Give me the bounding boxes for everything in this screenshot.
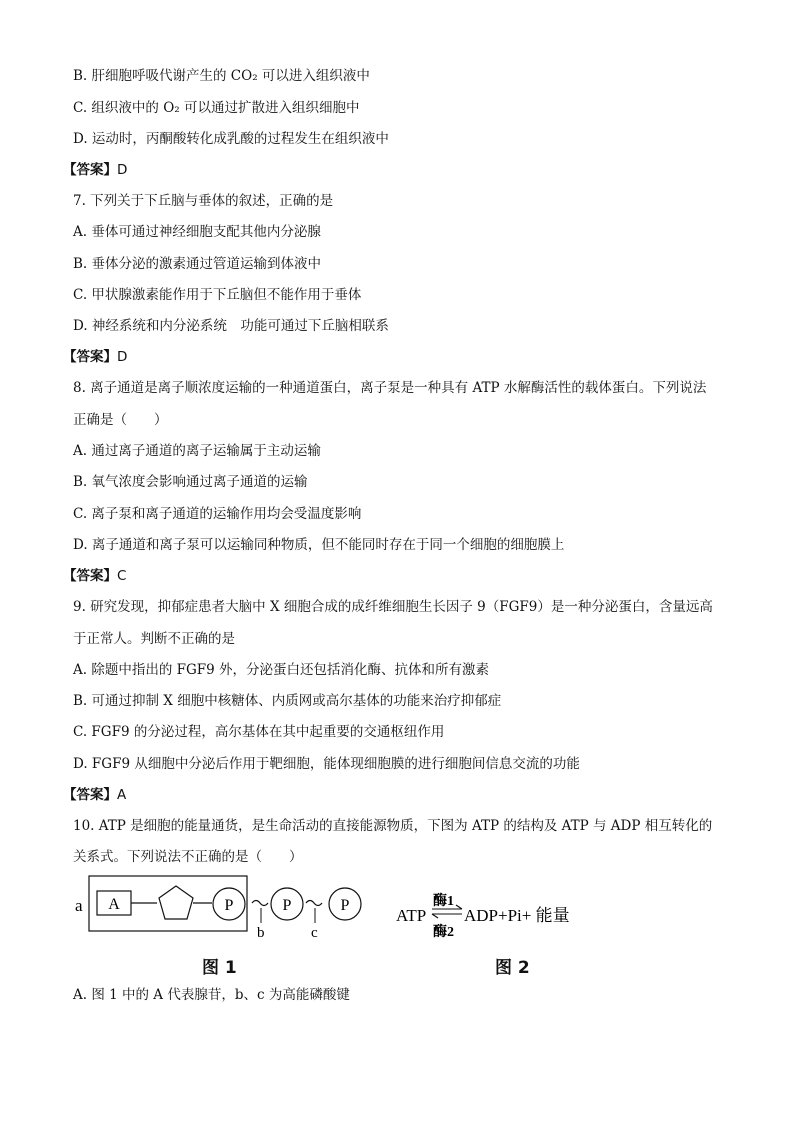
high-energy-bond-c [306, 901, 322, 906]
figure2-caption: 图 2 [495, 958, 530, 978]
q8-answer [63, 567, 126, 585]
q7-stem: 7. 下列关于下丘脑与垂体的叙述，正确的是 [73, 193, 334, 209]
q8-option-b: B. 氧气浓度会影响通过离子通道的运输 [73, 474, 308, 490]
high-energy-bond-b [252, 901, 268, 906]
q7-option-c: C. 甲状腺激素能作用于下丘脑但不能作用于垂体 [73, 287, 362, 303]
q8-option-c: C. 离子泵和离子通道的运输作用均会受温度影响 [73, 506, 362, 522]
q10-stem-line1: 10. ATP 是细胞的能量通货，是生命活动的直接能源物质，下图为 ATP 的结构及 ATP 与 ADP 相互转化的 [73, 818, 713, 834]
q9-answer [63, 786, 126, 804]
figure2-enzyme2: 酶2 [433, 925, 454, 940]
answer-value: A [117, 787, 127, 803]
q9-option-a: A. 除题中指出的 FGF9 外，分泌蛋白还包括消化酶、抗体和所有激素 [73, 662, 490, 678]
figure1-label-b: b [257, 925, 265, 941]
answer-label: 【答案】 [63, 787, 117, 803]
q10-option-a: A. 图 1 中的 A 代表腺苷，b、c 为高能磷酸键 [73, 987, 350, 1003]
q7-option-a: A. 垂体可通过神经细胞支配其他内分泌腺 [73, 224, 321, 240]
q10-stem-line2: 关系式。下列说法不正确的是（ ） [73, 849, 303, 865]
q9-stem-line1: 9. 研究发现，抑郁症患者大脑中 X 细胞合成的成纤维细胞生长因子 9（FGF9）是一种分泌蛋白，含量远高 [73, 599, 713, 615]
figure2-atp-adp-reaction [396, 892, 570, 940]
q9-stem-line2: 于正常人。判断不正确的是 [73, 631, 235, 647]
answer-label: 【答案】 [63, 349, 117, 365]
adenine-box [97, 891, 131, 915]
phosphate-label-1: P [224, 897, 234, 914]
q7-answer [63, 348, 127, 366]
adenosine-triphosphate-box [89, 876, 247, 931]
phosphate-circle-1 [213, 888, 245, 920]
forward-arrowhead [456, 905, 462, 909]
figure1-caption: 图 1 [202, 958, 237, 978]
q6-option-b: B. 肝细胞呼吸代谢产生的 CO₂ 可以进入组织液中 [73, 68, 370, 84]
figure1-label-c: c [311, 925, 318, 941]
q8-stem-line2: 正确是（ ） [73, 412, 168, 428]
answer-value: D [117, 349, 128, 365]
figure1-atp-structure [75, 876, 361, 941]
q7-option-d: D. 神经系统和内分泌系统 功能可通过下丘脑相联系 [73, 318, 389, 334]
figure2-enzyme1: 酶1 [433, 894, 454, 909]
phosphate-label-3: P [340, 897, 350, 914]
answer-label: 【答案】 [63, 162, 117, 178]
q9-option-c: C. FGF9 的分泌过程，高尔基体在其中起重要的交通枢纽作用 [73, 724, 445, 740]
answer-label: 【答案】 [63, 568, 117, 584]
reverse-arrowhead [432, 914, 438, 918]
q9-option-b: B. 可通过抑制 X 细胞中核糖体、内质网或高尔基体的功能来治疗抑郁症 [73, 693, 502, 709]
answer-value: D [117, 162, 128, 178]
figure2-atp: ATP [396, 906, 427, 925]
q8-option-d: D. 离子通道和离子泵可以运输同种物质，但不能同时存在于同一个细胞的细胞膜上 [73, 537, 565, 553]
figure1-label-a: a [75, 896, 83, 915]
phosphate-label-2: P [282, 897, 292, 914]
ribose-pentagon [159, 886, 193, 919]
adenine-label: A [108, 896, 120, 913]
q6-option-c: C. 组织液中的 O₂ 可以通过扩散进入组织细胞中 [73, 100, 360, 116]
q8-option-a: A. 通过离子通道的离子运输属于主动运输 [73, 443, 321, 459]
answer-value: C [117, 568, 127, 584]
q6-answer [63, 161, 127, 179]
q7-option-b: B. 垂体分泌的激素通过管道运输到体液中 [73, 256, 322, 272]
phosphate-circle-3 [329, 888, 361, 920]
q9-option-d: D. FGF9 从细胞中分泌后作用于靶细胞，能体现细胞膜的进行细胞间信息交流的功能 [73, 756, 580, 772]
q8-stem-line1: 8. 离子通道是离子顺浓度运输的一种通道蛋白，离子泵是一种具有 ATP 水解酶活性的载体蛋白。下列说法 [73, 380, 707, 396]
phosphate-circle-2 [271, 888, 303, 920]
q6-option-d: D. 运动时，丙酮酸转化成乳酸的过程发生在组织液中 [73, 131, 389, 147]
figure2-products: ADP+Pi+ 能量 [464, 906, 570, 925]
